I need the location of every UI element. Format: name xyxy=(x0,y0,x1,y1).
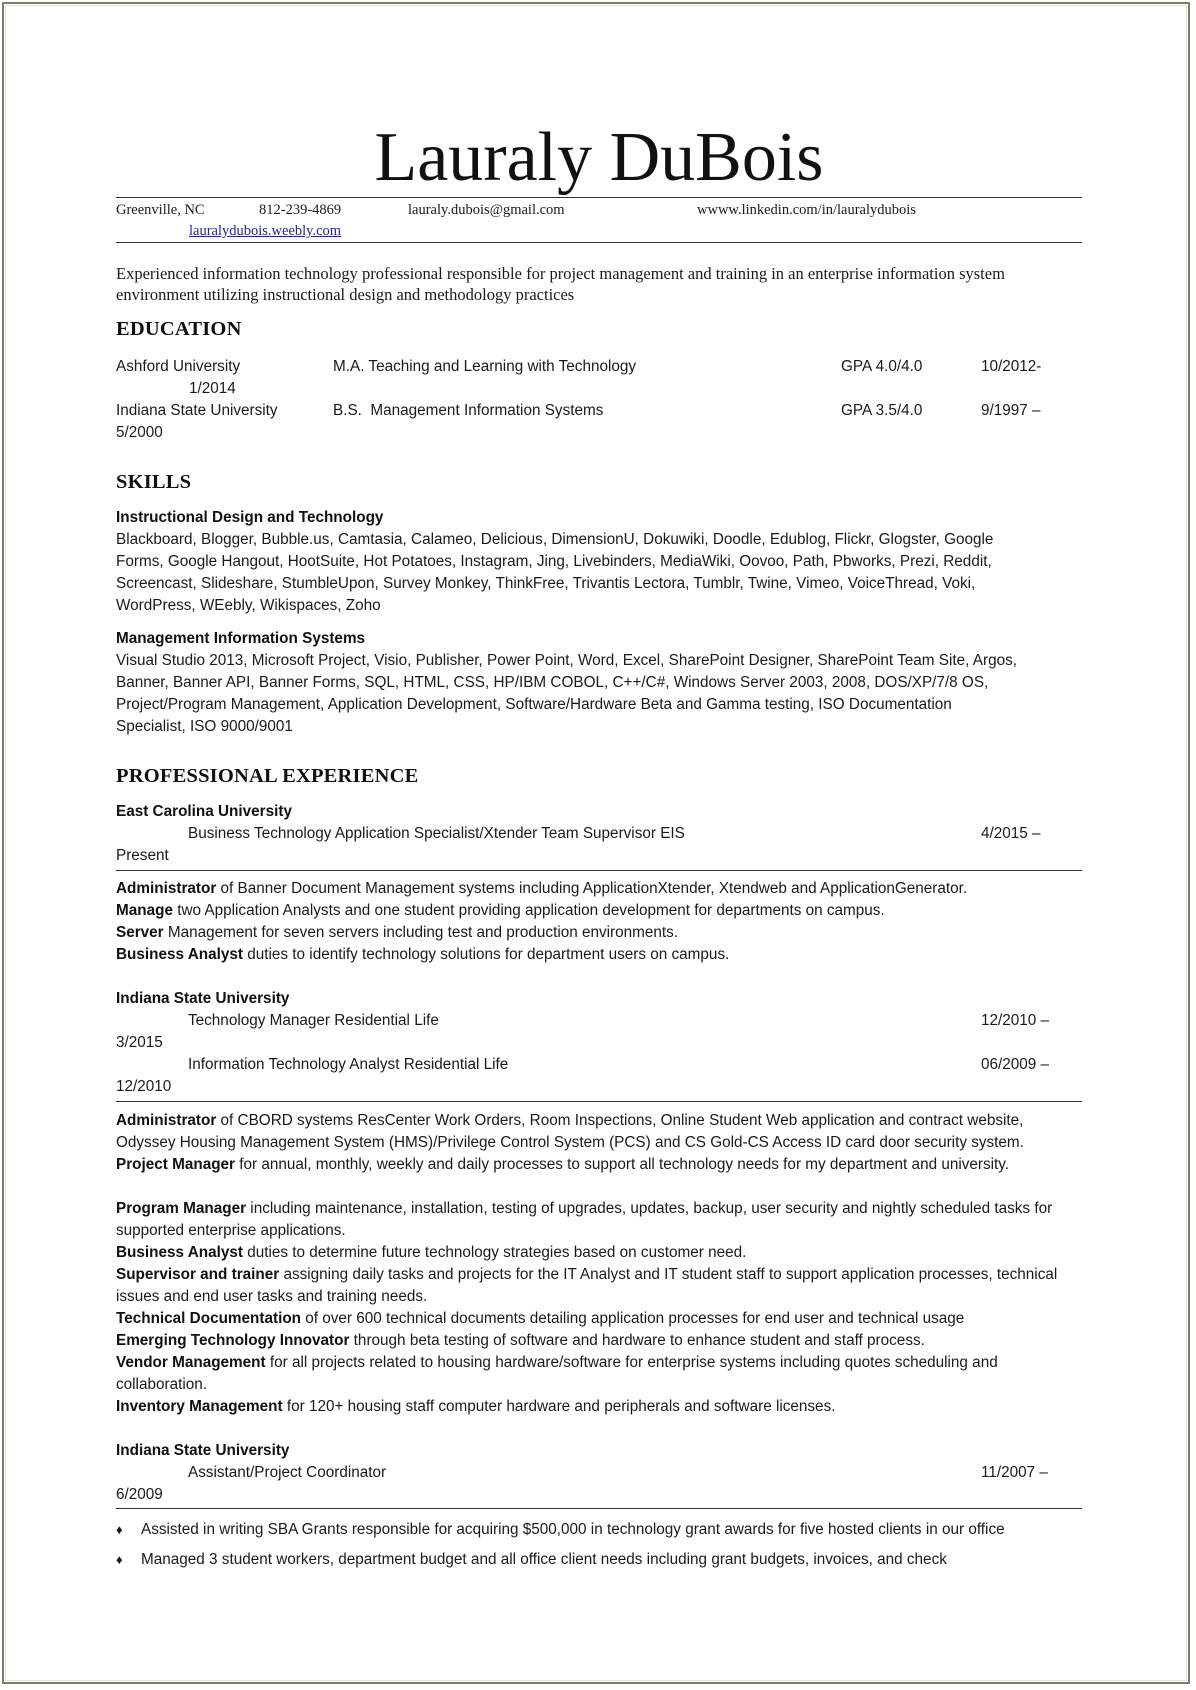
contact-email[interactable]: lauraly.dubois@gmail.com xyxy=(408,202,565,218)
duty-lead: Program Manager xyxy=(116,1200,247,1217)
duty-text: assigning daily tasks and projects for the IT Analyst and IT student staff to support application processes, technical issues and end user tasks and training needs. xyxy=(116,1266,1058,1305)
duty-text: of CBORD systems ResCenter Work Orders, Room Inspections, Online Student Web application and contract website, Odyssey Housing Management System (HMS)/Privilege Control System (PCS) and CS Gold-CS Access ID card door security system. xyxy=(116,1112,1024,1151)
skills-heading: SKILLS xyxy=(116,471,192,493)
job-duty xyxy=(116,1308,1082,1330)
duty-lead: Supervisor and trainer xyxy=(116,1266,280,1283)
job-title: Technology Manager Residential Life xyxy=(188,1012,439,1029)
experience-heading: PROFESSIONAL EXPERIENCE xyxy=(116,765,419,787)
job-rule xyxy=(116,870,1082,871)
job-date-end: Present xyxy=(116,847,169,864)
skills-line: Visual Studio 2013, Microsoft Project, Visio, Publisher, Power Point, Word, Excel, SharePoint Designer, SharePoint Team Site, Argos, xyxy=(116,652,1017,669)
education-date-start: 10/2012- xyxy=(981,358,1042,375)
job-duty xyxy=(116,878,967,900)
duty-lead: Server xyxy=(116,924,164,941)
job-employer: Indiana State University xyxy=(116,990,290,1007)
education-degree: B.S. Management Information Systems xyxy=(333,402,604,419)
professional-summary: Experienced information technology professional responsible for project management and training in an enterprise information system environment utilizing instructional design and methodology practices xyxy=(116,264,1005,304)
duty-lead: Manage xyxy=(116,902,173,919)
duty-lead: Administrator xyxy=(116,1112,217,1129)
skills-group-heading: Instructional Design and Technology xyxy=(116,509,384,526)
job-duty xyxy=(116,900,885,922)
job-date-end: 6/2009 xyxy=(116,1486,163,1503)
duty-text: of Banner Document Management systems including ApplicationXtender, Xtendweb and ApplicationGenerator. xyxy=(216,880,968,897)
skills-line: WordPress, WEebly, Wikispaces, Zoho xyxy=(116,597,381,614)
header-rule-top xyxy=(116,197,1082,198)
contact-linkedin[interactable]: wwww.linkedin.com/in/lauralydubois xyxy=(697,202,916,218)
skills-line: Forms, Google Hangout, HootSuite, Hot Potatoes, Instagram, Jing, Livebinders, MediaWiki, Oovoo, Path, Pbworks, Prezi, Reddit, xyxy=(116,553,992,570)
education-date-end: 5/2000 xyxy=(116,424,163,441)
education-heading: EDUCATION xyxy=(116,318,242,340)
job-duty xyxy=(116,1242,1082,1264)
education-school: Ashford University xyxy=(116,358,241,375)
job-date-end: 3/2015 xyxy=(116,1034,163,1051)
job-title: Information Technology Analyst Residential Life xyxy=(188,1056,509,1073)
duty-lead: Project Manager xyxy=(116,1156,236,1173)
header-rule-bottom xyxy=(116,242,1082,243)
contact-location: Greenville, NC xyxy=(116,202,205,218)
skills-line: Specialist, ISO 9000/9001 xyxy=(116,718,293,735)
skills-line: Screencast, Slideshare, StumbleUpon, Survey Monkey, ThinkFree, Trivantis Lectora, Tumblr, Twine, Vimeo, VoiceThread, Voki, xyxy=(116,575,976,592)
job-date-start: 11/2007 – xyxy=(981,1464,1048,1481)
duty-lead: Business Analyst xyxy=(116,946,243,963)
job-date-start: 06/2009 – xyxy=(981,1056,1050,1073)
skills-line: Blackboard, Blogger, Bubble.us, Camtasia, Calameo, Delicious, DimensionU, Dokuwiki, Doodle, Edublog, Flickr, Glogster, Google xyxy=(116,531,994,548)
education-gpa: GPA 4.0/4.0 xyxy=(841,358,923,375)
job-employer: East Carolina University xyxy=(116,803,292,820)
diamond-bullet-icon: ♦ xyxy=(116,1522,123,1537)
job-duty xyxy=(116,1352,1082,1396)
job-title: Business Technology Application Specialist/Xtender Team Supervisor EIS xyxy=(188,825,685,842)
skills-line: Banner, Banner API, Banner Forms, SQL, HTML, CSS, HP/IBM COBOL, C++/C#, Windows Server 2003, 2008, DOS/XP/7/8 OS, xyxy=(116,674,989,691)
education-gpa: GPA 3.5/4.0 xyxy=(841,402,923,419)
duty-text: including maintenance, installation, testing of upgrades, updates, backup, user security and nightly scheduled tasks for supported enterprise applications. xyxy=(116,1200,1053,1239)
duty-text: for annual, monthly, weekly and daily processes to support all technology needs for my department and university. xyxy=(235,1156,1010,1173)
skills-line: Project/Program Management, Application Development, Software/Hardware Beta and Gamma testing, ISO Documentation xyxy=(116,696,952,713)
job-rule xyxy=(116,1101,1082,1102)
duty-text: through beta testing of software and hardware to enhance student and staff process. xyxy=(349,1332,925,1349)
job-bullet xyxy=(116,1549,947,1571)
job-date-start: 4/2015 – xyxy=(981,825,1041,842)
job-title: Assistant/Project Coordinator xyxy=(188,1464,387,1481)
diamond-bullet-icon: ♦ xyxy=(116,1552,123,1567)
job-duty xyxy=(116,1330,1082,1352)
job-rule xyxy=(116,1508,1082,1509)
bullet-text: Managed 3 student workers, department budget and all office client needs including grant budgets, invoices, and check xyxy=(141,1551,947,1568)
duty-text: for 120+ housing staff computer hardware and peripherals and software licenses. xyxy=(282,1398,836,1415)
contact-website-link[interactable]: lauralydubois.weebly.com xyxy=(189,223,342,239)
duty-text: duties to identify technology solutions for department users on campus. xyxy=(242,946,730,963)
job-duty xyxy=(116,1154,1082,1176)
duty-lead: Emerging Technology Innovator xyxy=(116,1332,350,1349)
job-duty xyxy=(116,922,678,944)
duty-text: two Application Analysts and one student providing application development for departments on campus. xyxy=(172,902,885,919)
duty-text: Management for seven servers including test and production environments. xyxy=(163,924,679,941)
skills-group-heading: Management Information Systems xyxy=(116,630,366,647)
duty-text: of over 600 technical documents detailing application processes for end user and technical usage xyxy=(301,1310,965,1327)
job-employer: Indiana State University xyxy=(116,1442,290,1459)
duty-lead: Technical Documentation xyxy=(116,1310,302,1327)
duty-lead: Administrator xyxy=(116,880,217,897)
education-date-end: 1/2014 xyxy=(189,380,236,397)
job-duty xyxy=(116,944,729,966)
job-date-end: 12/2010 xyxy=(116,1078,172,1095)
duty-lead: Inventory Management xyxy=(116,1398,283,1415)
education-date-start: 9/1997 – xyxy=(981,402,1041,419)
duty-lead: Business Analyst xyxy=(116,1244,243,1261)
job-duty xyxy=(116,1110,1082,1154)
candidate-name: Lauraly DuBois xyxy=(374,119,824,196)
duty-lead: Vendor Management xyxy=(116,1354,266,1371)
education-degree: M.A. Teaching and Learning with Technology xyxy=(333,358,637,375)
job-date-start: 12/2010 – xyxy=(981,1012,1050,1029)
job-bullet xyxy=(116,1519,1005,1541)
job-duty xyxy=(116,1264,1082,1308)
contact-phone: 812-239-4869 xyxy=(259,202,342,218)
bullet-text: Assisted in writing SBA Grants responsible for acquiring $500,000 in technology grant awards for five hosted clients in our office xyxy=(141,1521,1005,1538)
job-duty xyxy=(116,1198,1082,1242)
job-duty xyxy=(116,1396,1082,1418)
duty-text: duties to determine future technology strategies based on customer need. xyxy=(242,1244,747,1261)
duty-text: for all projects related to housing hardware/software for enterprise systems including quotes scheduling and collaboration. xyxy=(116,1354,998,1393)
education-school: Indiana State University xyxy=(116,402,278,419)
